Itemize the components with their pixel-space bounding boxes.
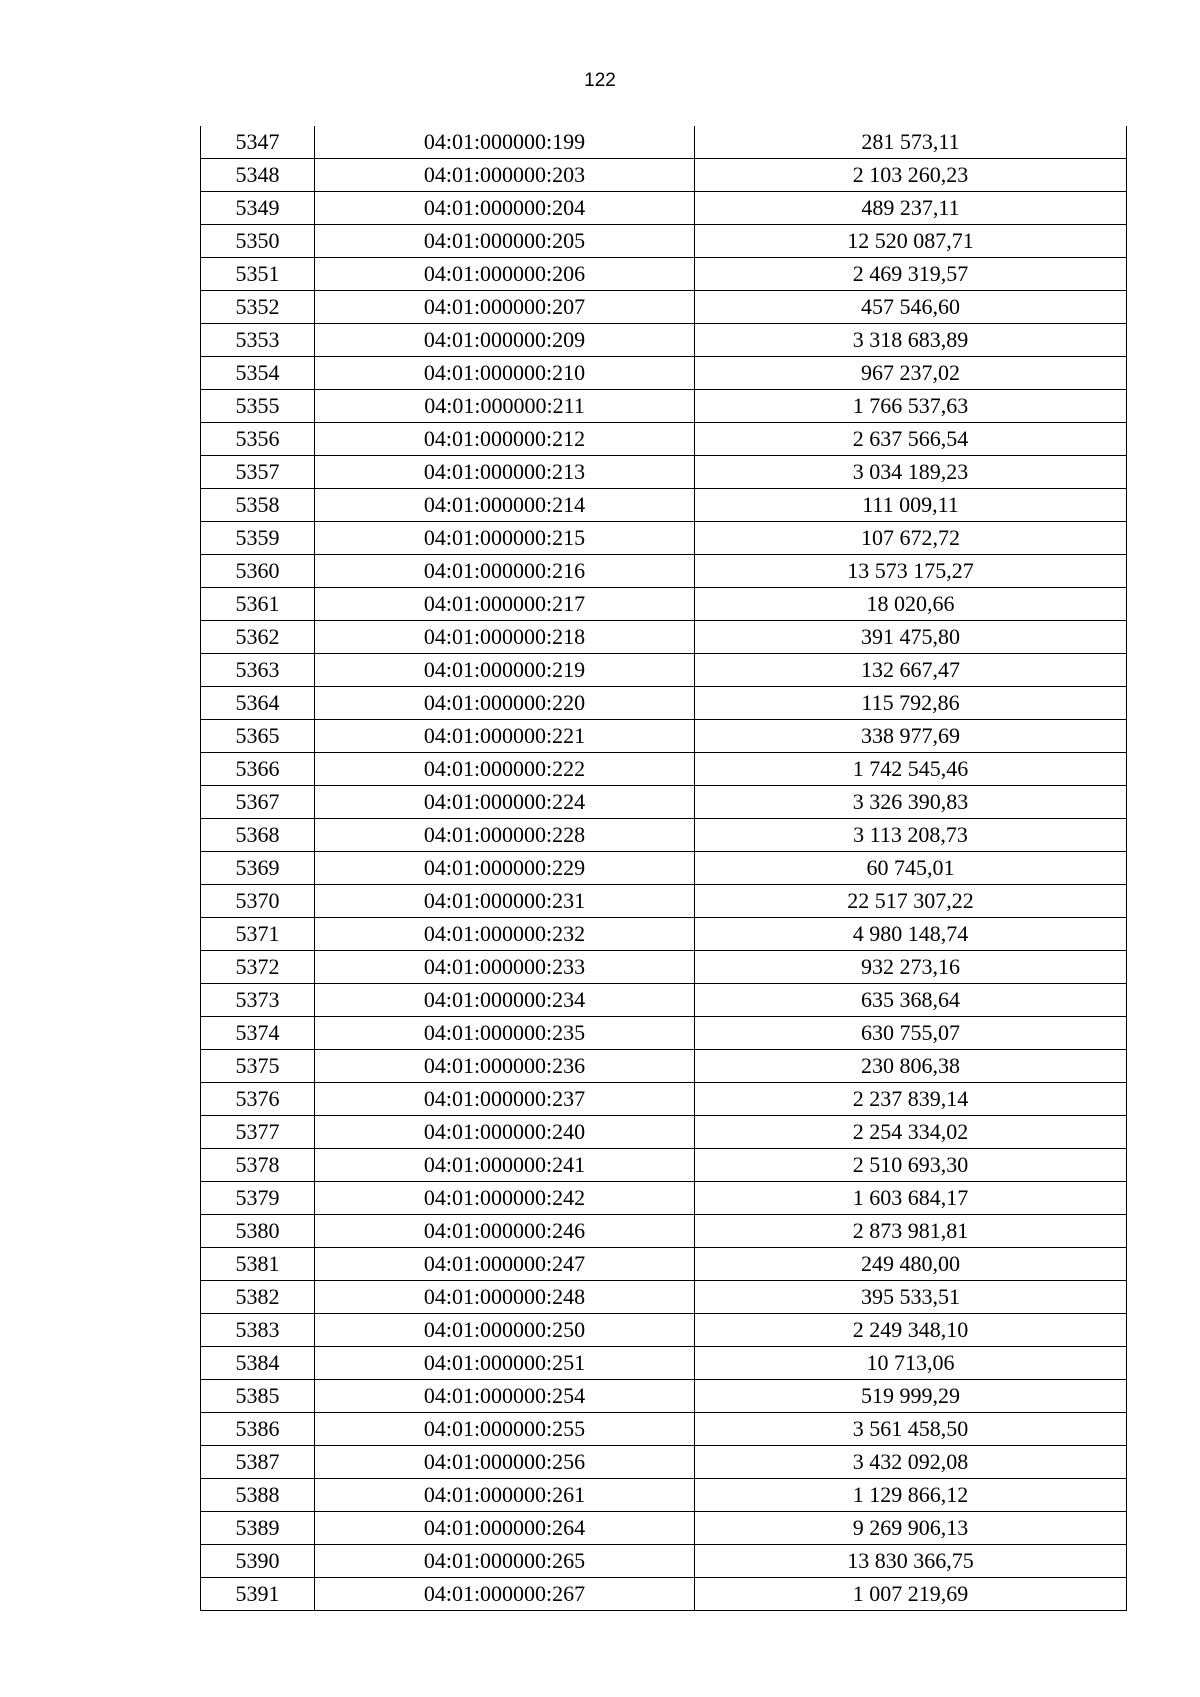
table-row <box>201 291 1127 324</box>
table-row <box>201 1479 1127 1512</box>
table-row <box>201 1248 1127 1281</box>
row-number-cell: 5390 <box>201 1545 315 1578</box>
cadastral-number-cell: 04:01:000000:204 <box>315 192 695 225</box>
cadastral-value-cell: 338 977,69 <box>695 720 1127 753</box>
cadastral-number-cell: 04:01:000000:214 <box>315 489 695 522</box>
table-row <box>201 324 1127 357</box>
cadastral-number-cell: 04:01:000000:237 <box>315 1083 695 1116</box>
table-row <box>201 1380 1127 1413</box>
cadastral-value-cell: 4 980 148,74 <box>695 918 1127 951</box>
table-row <box>201 621 1127 654</box>
cadastral-value-cell: 2 237 839,14 <box>695 1083 1127 1116</box>
row-number-cell: 5382 <box>201 1281 315 1314</box>
cadastral-number-cell: 04:01:000000:256 <box>315 1446 695 1479</box>
row-number-cell: 5387 <box>201 1446 315 1479</box>
cadastral-number-cell: 04:01:000000:215 <box>315 522 695 555</box>
cadastral-value-cell: 635 368,64 <box>695 984 1127 1017</box>
table-row <box>201 126 1127 159</box>
row-number-cell: 5350 <box>201 225 315 258</box>
table-row <box>201 1578 1127 1611</box>
cadastral-number-cell: 04:01:000000:240 <box>315 1116 695 1149</box>
cadastral-number-cell: 04:01:000000:241 <box>315 1149 695 1182</box>
table-body <box>201 126 1127 1611</box>
cadastral-value-cell: 3 113 208,73 <box>695 819 1127 852</box>
cadastral-number-cell: 04:01:000000:199 <box>315 126 695 159</box>
cadastral-value-cell: 281 573,11 <box>695 126 1127 159</box>
row-number-cell: 5373 <box>201 984 315 1017</box>
row-number-cell: 5372 <box>201 951 315 984</box>
row-number-cell: 5358 <box>201 489 315 522</box>
cadastral-number-cell: 04:01:000000:207 <box>315 291 695 324</box>
cadastral-number-cell: 04:01:000000:261 <box>315 1479 695 1512</box>
row-number-cell: 5363 <box>201 654 315 687</box>
row-number-cell: 5367 <box>201 786 315 819</box>
row-number-cell: 5352 <box>201 291 315 324</box>
row-number-cell: 5388 <box>201 1479 315 1512</box>
row-number-cell: 5375 <box>201 1050 315 1083</box>
table-row <box>201 1083 1127 1116</box>
cadastral-value-cell: 2 103 260,23 <box>695 159 1127 192</box>
cadastral-number-cell: 04:01:000000:216 <box>315 555 695 588</box>
table-row <box>201 1281 1127 1314</box>
cadastral-value-cell: 230 806,38 <box>695 1050 1127 1083</box>
table-row <box>201 1512 1127 1545</box>
row-number-cell: 5380 <box>201 1215 315 1248</box>
cadastral-number-cell: 04:01:000000:209 <box>315 324 695 357</box>
table-row <box>201 819 1127 852</box>
cadastral-value-cell: 967 237,02 <box>695 357 1127 390</box>
table-row <box>201 225 1127 258</box>
cadastral-number-cell: 04:01:000000:217 <box>315 588 695 621</box>
row-number-cell: 5361 <box>201 588 315 621</box>
cadastral-value-table <box>200 126 1127 1611</box>
cadastral-value-cell: 13 573 175,27 <box>695 555 1127 588</box>
row-number-cell: 5383 <box>201 1314 315 1347</box>
cadastral-number-cell: 04:01:000000:205 <box>315 225 695 258</box>
table-row <box>201 258 1127 291</box>
row-number-cell: 5366 <box>201 753 315 786</box>
cadastral-value-cell: 1 007 219,69 <box>695 1578 1127 1611</box>
cadastral-number-cell: 04:01:000000:212 <box>315 423 695 456</box>
cadastral-number-cell: 04:01:000000:213 <box>315 456 695 489</box>
cadastral-number-cell: 04:01:000000:221 <box>315 720 695 753</box>
row-number-cell: 5362 <box>201 621 315 654</box>
table-row <box>201 192 1127 225</box>
cadastral-value-cell: 107 672,72 <box>695 522 1127 555</box>
cadastral-value-cell: 489 237,11 <box>695 192 1127 225</box>
row-number-cell: 5376 <box>201 1083 315 1116</box>
row-number-cell: 5384 <box>201 1347 315 1380</box>
cadastral-value-cell: 249 480,00 <box>695 1248 1127 1281</box>
cadastral-value-cell: 3 561 458,50 <box>695 1413 1127 1446</box>
table-row <box>201 159 1127 192</box>
row-number-cell: 5355 <box>201 390 315 423</box>
row-number-cell: 5378 <box>201 1149 315 1182</box>
row-number-cell: 5368 <box>201 819 315 852</box>
cadastral-number-cell: 04:01:000000:220 <box>315 687 695 720</box>
row-number-cell: 5348 <box>201 159 315 192</box>
cadastral-value-cell: 2 254 334,02 <box>695 1116 1127 1149</box>
cadastral-value-cell: 395 533,51 <box>695 1281 1127 1314</box>
table-row <box>201 1017 1127 1050</box>
cadastral-number-cell: 04:01:000000:234 <box>315 984 695 1017</box>
row-number-cell: 5389 <box>201 1512 315 1545</box>
cadastral-number-cell: 04:01:000000:235 <box>315 1017 695 1050</box>
table-row <box>201 522 1127 555</box>
cadastral-value-cell: 132 667,47 <box>695 654 1127 687</box>
table-row <box>201 852 1127 885</box>
cadastral-number-cell: 04:01:000000:219 <box>315 654 695 687</box>
cadastral-number-cell: 04:01:000000:251 <box>315 1347 695 1380</box>
row-number-cell: 5360 <box>201 555 315 588</box>
cadastral-value-cell: 2 510 693,30 <box>695 1149 1127 1182</box>
table-row <box>201 1446 1127 1479</box>
row-number-cell: 5377 <box>201 1116 315 1149</box>
cadastral-value-cell: 1 766 537,63 <box>695 390 1127 423</box>
cadastral-value-cell: 60 745,01 <box>695 852 1127 885</box>
cadastral-value-cell: 9 269 906,13 <box>695 1512 1127 1545</box>
cadastral-number-cell: 04:01:000000:229 <box>315 852 695 885</box>
row-number-cell: 5370 <box>201 885 315 918</box>
cadastral-number-cell: 04:01:000000:264 <box>315 1512 695 1545</box>
cadastral-value-cell: 18 020,66 <box>695 588 1127 621</box>
row-number-cell: 5364 <box>201 687 315 720</box>
cadastral-number-cell: 04:01:000000:265 <box>315 1545 695 1578</box>
table-row <box>201 918 1127 951</box>
table-row <box>201 885 1127 918</box>
cadastral-number-cell: 04:01:000000:255 <box>315 1413 695 1446</box>
cadastral-value-cell: 932 273,16 <box>695 951 1127 984</box>
row-number-cell: 5386 <box>201 1413 315 1446</box>
cadastral-value-cell: 2 249 348,10 <box>695 1314 1127 1347</box>
row-number-cell: 5359 <box>201 522 315 555</box>
cadastral-number-cell: 04:01:000000:236 <box>315 1050 695 1083</box>
cadastral-value-cell: 3 318 683,89 <box>695 324 1127 357</box>
page-number: 122 <box>584 70 616 91</box>
cadastral-number-cell: 04:01:000000:247 <box>315 1248 695 1281</box>
table-row <box>201 753 1127 786</box>
row-number-cell: 5365 <box>201 720 315 753</box>
table-row <box>201 687 1127 720</box>
table-row <box>201 1215 1127 1248</box>
table-row <box>201 588 1127 621</box>
cadastral-value-cell: 13 830 366,75 <box>695 1545 1127 1578</box>
row-number-cell: 5356 <box>201 423 315 456</box>
table-row <box>201 1314 1127 1347</box>
cadastral-number-cell: 04:01:000000:222 <box>315 753 695 786</box>
table-row <box>201 1149 1127 1182</box>
table-row <box>201 951 1127 984</box>
cadastral-number-cell: 04:01:000000:242 <box>315 1182 695 1215</box>
row-number-cell: 5371 <box>201 918 315 951</box>
table-row <box>201 1182 1127 1215</box>
cadastral-value-cell: 519 999,29 <box>695 1380 1127 1413</box>
cadastral-number-cell: 04:01:000000:233 <box>315 951 695 984</box>
cadastral-value-cell: 630 755,07 <box>695 1017 1127 1050</box>
row-number-cell: 5351 <box>201 258 315 291</box>
cadastral-value-cell: 1 129 866,12 <box>695 1479 1127 1512</box>
row-number-cell: 5353 <box>201 324 315 357</box>
table-row <box>201 489 1127 522</box>
cadastral-value-cell: 10 713,06 <box>695 1347 1127 1380</box>
row-number-cell: 5381 <box>201 1248 315 1281</box>
row-number-cell: 5357 <box>201 456 315 489</box>
table-row <box>201 654 1127 687</box>
cadastral-number-cell: 04:01:000000:228 <box>315 819 695 852</box>
row-number-cell: 5379 <box>201 1182 315 1215</box>
cadastral-value-cell: 12 520 087,71 <box>695 225 1127 258</box>
cadastral-value-cell: 1 742 545,46 <box>695 753 1127 786</box>
cadastral-number-cell: 04:01:000000:254 <box>315 1380 695 1413</box>
cadastral-number-cell: 04:01:000000:211 <box>315 390 695 423</box>
table-row <box>201 423 1127 456</box>
cadastral-number-cell: 04:01:000000:206 <box>315 258 695 291</box>
cadastral-value-cell: 2 469 319,57 <box>695 258 1127 291</box>
cadastral-value-cell: 22 517 307,22 <box>695 885 1127 918</box>
row-number-cell: 5349 <box>201 192 315 225</box>
row-number-cell: 5354 <box>201 357 315 390</box>
cadastral-number-cell: 04:01:000000:248 <box>315 1281 695 1314</box>
cadastral-number-cell: 04:01:000000:218 <box>315 621 695 654</box>
cadastral-value-cell: 391 475,80 <box>695 621 1127 654</box>
row-number-cell: 5391 <box>201 1578 315 1611</box>
row-number-cell: 5374 <box>201 1017 315 1050</box>
cadastral-number-cell: 04:01:000000:246 <box>315 1215 695 1248</box>
table-row <box>201 1116 1127 1149</box>
table-row <box>201 1545 1127 1578</box>
table-row <box>201 1347 1127 1380</box>
table-row <box>201 357 1127 390</box>
table-row <box>201 1413 1127 1446</box>
cadastral-value-cell: 457 546,60 <box>695 291 1127 324</box>
cadastral-value-cell: 2 637 566,54 <box>695 423 1127 456</box>
cadastral-number-cell: 04:01:000000:224 <box>315 786 695 819</box>
cadastral-value-cell: 2 873 981,81 <box>695 1215 1127 1248</box>
cadastral-number-cell: 04:01:000000:250 <box>315 1314 695 1347</box>
table-row <box>201 720 1127 753</box>
cadastral-number-cell: 04:01:000000:232 <box>315 918 695 951</box>
table-row <box>201 786 1127 819</box>
table-row <box>201 456 1127 489</box>
cadastral-value-cell: 3 326 390,83 <box>695 786 1127 819</box>
cadastral-value-cell: 111 009,11 <box>695 489 1127 522</box>
cadastral-value-cell: 1 603 684,17 <box>695 1182 1127 1215</box>
table-row <box>201 984 1127 1017</box>
row-number-cell: 5385 <box>201 1380 315 1413</box>
cadastral-value-cell: 115 792,86 <box>695 687 1127 720</box>
row-number-cell: 5347 <box>201 126 315 159</box>
cadastral-value-cell: 3 034 189,23 <box>695 456 1127 489</box>
cadastral-value-cell: 3 432 092,08 <box>695 1446 1127 1479</box>
cadastral-number-cell: 04:01:000000:231 <box>315 885 695 918</box>
table-row <box>201 555 1127 588</box>
cadastral-number-cell: 04:01:000000:267 <box>315 1578 695 1611</box>
table-row <box>201 390 1127 423</box>
cadastral-number-cell: 04:01:000000:203 <box>315 159 695 192</box>
row-number-cell: 5369 <box>201 852 315 885</box>
cadastral-number-cell: 04:01:000000:210 <box>315 357 695 390</box>
table-row <box>201 1050 1127 1083</box>
